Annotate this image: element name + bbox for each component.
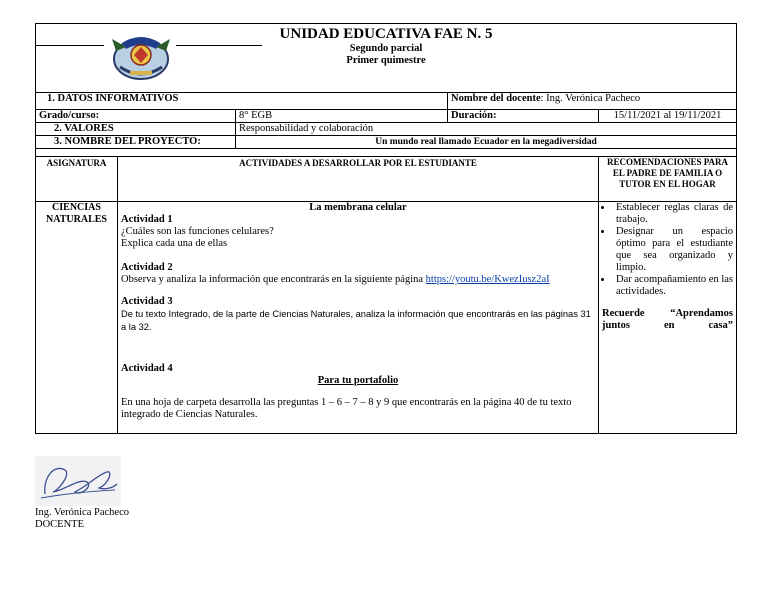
grade-value: 8° EGB [236, 110, 448, 123]
activity-3-title: Actividad 3 [121, 296, 173, 307]
col-recommendations: RECOMENDACIONES PARA EL PADRE DE FAMILIA O TUTOR EN EL HOGAR [599, 157, 737, 202]
plan-table [35, 23, 737, 434]
recommendation-item: • Designar un espacio óptimo para el estudiante que sea organizado y limpio. [613, 226, 733, 274]
signature-block [35, 507, 129, 531]
header-rule-left [36, 45, 104, 46]
col-subject: ASIGNATURA [36, 157, 118, 202]
spacer-row [36, 149, 737, 157]
project-value: Un mundo real llamado Ecuador en la megadiversidad [236, 136, 737, 149]
subject-cell: CIENCIAS NATURALES [36, 202, 118, 434]
teacher-cell: Nombre del docente: Ing. Verónica Pacheco [448, 93, 737, 110]
video-link[interactable]: https://youtu.be/KwezIusz2aI [425, 274, 550, 285]
recommendation-item: • Establecer reglas claras de trabajo. [613, 202, 733, 226]
header-rule-right [176, 45, 262, 46]
header-cell [36, 24, 737, 93]
partial-label: Segundo parcial [349, 43, 423, 54]
col-activities: ACTIVIDADES A DESARROLLAR POR EL ESTUDIANTE [118, 157, 599, 202]
activity-1-line1: ¿Cuáles son las funciones celulares? [121, 226, 274, 237]
section-datos: 1. DATOS INFORMATIVOS [36, 93, 448, 110]
remember-note: Recuerde “Aprendamos juntos en casa” [602, 308, 734, 331]
signer-role: DOCENTE [35, 519, 84, 530]
school-emblem-icon [110, 29, 172, 81]
signer-name: Ing. Verónica Pacheco [35, 507, 129, 518]
section-proyecto: 3. NOMBRE DEL PROYECTO: [36, 136, 236, 149]
activity-2-text: Observa y analiza la información que encontrarás en la siguiente página https://youtu.be/KwezIusz2aI [121, 274, 550, 285]
activities-cell [118, 202, 599, 434]
activity-2-title: Actividad 2 [121, 262, 173, 273]
activity-3-text: De tu texto Integrado, de la parte de Ciencias Naturales, analiza la información que encontrarás en las páginas 31 a la 32. [121, 309, 591, 332]
recommendations-cell [599, 202, 737, 434]
recommendation-item: • Dar acompañamiento en las actividades. [613, 274, 733, 298]
recommendations-list [602, 202, 733, 298]
section-valores: 2. VALORES [36, 123, 236, 136]
school-title: UNIDAD EDUCATIVA FAE N. 5 [279, 26, 493, 42]
activity-4-text: En una hoja de carpeta desarrolla las preguntas 1 – 6 – 7 – 8 y 9 que encontrarás en la página 40 de tu texto integrado de Ciencias Naturales. [121, 397, 572, 420]
topic-title: La membrana celular [309, 202, 407, 213]
grade-label: Grado/curso: [36, 110, 236, 123]
document-page [35, 23, 736, 434]
duration-label: Duración: [448, 110, 599, 123]
activity-1-line2: Explica cada una de ellas [121, 238, 228, 249]
activity-1-title: Actividad 1 [121, 214, 173, 225]
values-value: Responsabilidad y colaboración [236, 123, 737, 136]
term-label: Primer quimestre [346, 55, 426, 66]
duration-value: 15/11/2021 al 19/11/2021 [599, 110, 737, 123]
activity-4-title: Actividad 4 [121, 363, 173, 374]
portfolio-subtitle: Para tu portafolio [317, 375, 399, 386]
signature-icon [35, 456, 121, 506]
